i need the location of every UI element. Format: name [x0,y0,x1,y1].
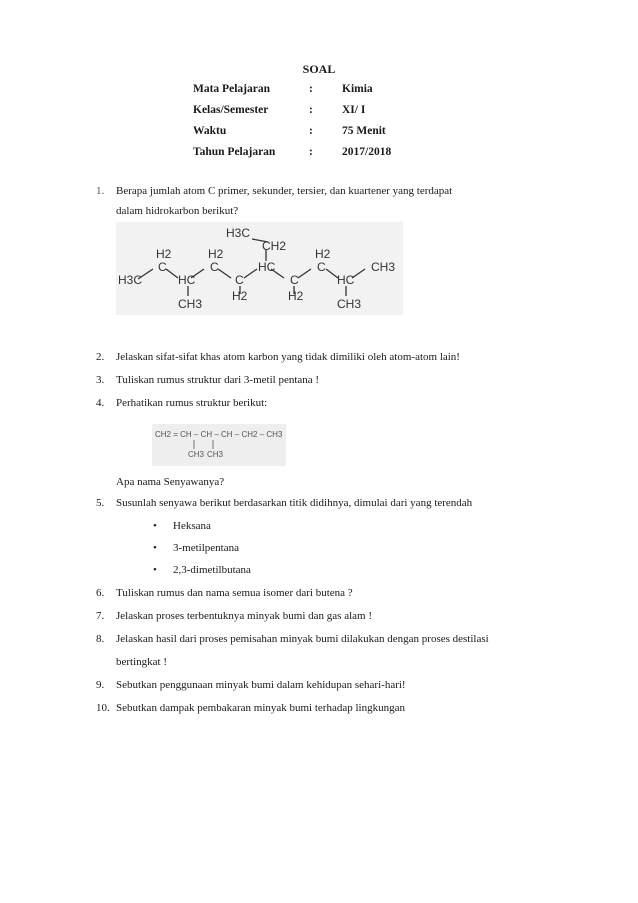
atom-label: C [235,273,244,287]
list-item-text: Heksana [173,520,211,532]
question-text: Sebutkan dampak pembakaran minyak bumi terhadap lingkungan [116,702,405,714]
question-number: 10. [96,702,110,714]
info-row-subject [0,83,638,99]
info-label: Waktu [193,125,227,137]
info-label: Tahun Pelajaran [193,146,276,158]
atom-label: H2 [156,247,172,261]
structural-formula-image [152,424,286,466]
question-number: 1. [96,185,105,197]
atom-label: H3C [118,273,143,287]
atom-label: CH3 [178,297,203,311]
list-item-text: 2,3-dimetilbutana [173,564,251,576]
atom-label: HC [337,273,355,287]
question-text: Tuliskan rumus dan nama semua isomer dari butena ? [116,587,353,599]
hydrocarbon-structure-diagram [116,222,403,315]
question-number: 3. [96,374,105,386]
list-item-text: 3-metilpentana [173,542,239,554]
question-number: 6. [96,587,105,599]
hydrocarbon-structure-image [116,222,403,315]
atom-label: C [317,260,326,274]
info-colon: : [309,146,313,158]
atom-label: CH2 [262,239,287,253]
bullet-icon: • [153,564,157,576]
info-colon: : [309,104,313,116]
question-text: Jelaskan sifat-sifat khas atom karbon yang tidak dimiliki oleh atom-atom lain! [116,351,460,363]
formula-branch: CH3 [207,450,224,459]
info-value: 2017/2018 [342,146,392,158]
formula-branch: CH3 [188,450,205,459]
question-1-continuation: dalam hidrokarbon berikut? [116,205,239,217]
info-label: Mata Pelajaran [193,83,270,95]
atom-label: HC [178,273,196,287]
atom-label: H2 [288,289,304,303]
info-value: XI/ I [342,104,366,116]
question-number: 8. [96,633,105,645]
question-text: Perhatikan rumus struktur berikut: [116,397,268,409]
question-number: 5. [96,497,105,509]
atom-label: CH3 [371,260,396,274]
info-row-class [0,104,638,120]
question-text: Jelaskan hasil dari proses pemisahan minyak bumi dilakukan dengan proses destilasi [116,633,489,645]
formula-main-chain: CH2 = CH – CH – CH – CH2 – CH3 [155,430,283,439]
structural-formula-diagram [152,424,286,466]
question-number: 9. [96,679,105,691]
atom-label: C [210,260,219,274]
question-text: Sebutkan penggunaan minyak bumi dalam kehidupan sehari-hari! [116,679,406,691]
question-8-continuation: bertingkat ! [116,656,168,668]
atom-label: H2 [232,289,248,303]
atom-label: H2 [315,247,331,261]
info-colon: : [309,125,313,137]
bullet-icon: • [153,542,157,554]
question-text: Tuliskan rumus struktur dari 3-metil pentana ! [116,374,320,386]
bullet-icon: • [153,520,157,532]
question-text: Berapa jumlah atom C primer, sekunder, tersier, dan kuartener yang terdapat [116,185,453,197]
info-value: 75 Menit [342,125,386,137]
info-value: Kimia [342,83,373,95]
info-label: Kelas/Semester [193,104,269,116]
info-row-year [0,146,638,162]
atom-label: C [158,260,167,274]
question-text: Jelaskan proses terbentuknya minyak bumi dan gas alam ! [116,610,372,622]
atom-label: H2 [208,247,224,261]
atom-label: HC [258,260,276,274]
question-text: Susunlah senyawa berikut berdasarkan titik didihnya, dimulai dari yang terendah [116,497,473,509]
atom-label: C [290,273,299,287]
question-number: 2. [96,351,105,363]
question-number: 4. [96,397,105,409]
question-4-continuation: Apa nama Senyawanya? [116,476,225,488]
atom-label: H3C [226,226,251,240]
question-number: 7. [96,610,105,622]
info-colon: : [309,83,313,95]
atom-label: CH3 [337,297,362,311]
info-row-time [0,125,638,141]
page-title: SOAL [302,62,336,76]
